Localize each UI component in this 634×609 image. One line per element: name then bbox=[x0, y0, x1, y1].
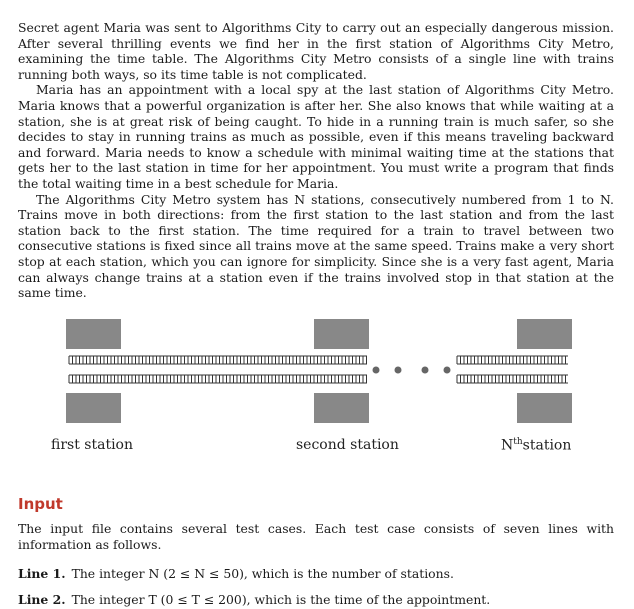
label-nth-station bbox=[501, 437, 571, 454]
paragraph-2: Maria has an appointment with a local spy at the last station of Algorithms City Metro. Maria knows that a powerful organization is after her. She also knows that while waiting at a station, she is at great risk of being caught. To hide in a running train is much safer, so she decides to stay in running trains as much as possible, even if this means traveling backward and forward. Maria needs to know a schedule with minimal waiting time at the stations that gets her to the last station in time for her appointment. You must write a program that finds the total waiting time in a best schedule for Maria. bbox=[18, 82, 614, 191]
ellipsis-dot-4 bbox=[444, 367, 451, 374]
track-lower-right bbox=[457, 375, 568, 383]
ellipsis-dot-1 bbox=[373, 367, 380, 374]
paragraph-3: The Algorithms City Metro system has N stations, consecutively numbered from 1 to N. Trains move in both directions: from the first station to the last station and from the last station back to the first station. The time required for a train to travel between two consecutive stations is fixed since all trains move at the same speed. Trains make a very short stop at each station, which you can ignore for simplicity. Since she is a very fast agent, Maria can always change trains at a station even if the trains involved stop in that station at the same time. bbox=[18, 191, 614, 301]
platform-bottom-2 bbox=[314, 393, 369, 423]
label-first-station: first station bbox=[51, 437, 133, 453]
input-line-2-text: The integer T (0 ≤ T ≤ 200), which is the time of the appointment. bbox=[71, 592, 491, 607]
problem-statement bbox=[18, 20, 614, 301]
track-upper-right bbox=[457, 356, 568, 364]
ellipsis-dot-3 bbox=[422, 367, 429, 374]
track-upper-left bbox=[69, 356, 367, 364]
input-line-1-label: Line 1. bbox=[18, 566, 66, 581]
label-second-station: second station bbox=[296, 437, 399, 453]
platform-bottom-n bbox=[517, 393, 572, 423]
platform-bottom-1 bbox=[66, 393, 121, 423]
label-nth-n: N bbox=[501, 437, 514, 454]
paragraph-1: Secret agent Maria was sent to Algorithms City to carry out an especially dangerous mission. After several thrilling events we find her in the first station of Algorithms City Metro, examining the time table. The Algorithms City Metro consists of a single line with trains running both ways, so its time table is not complicated. bbox=[18, 20, 614, 82]
input-heading: Input bbox=[18, 495, 63, 513]
track-lower-left bbox=[69, 375, 367, 383]
label-nth-suffix: station bbox=[522, 437, 572, 454]
input-line-2 bbox=[18, 592, 490, 608]
input-line-2-label: Line 2. bbox=[18, 592, 66, 607]
ellipsis-dot-2 bbox=[395, 367, 402, 374]
input-intro: The input file contains several test cases. Each test case consists of seven lines with information as follows. bbox=[18, 521, 614, 552]
input-line-1-text: The integer N (2 ≤ N ≤ 50), which is the number of stations. bbox=[71, 566, 454, 581]
platform-top-2 bbox=[314, 319, 369, 349]
tracks bbox=[69, 356, 568, 383]
label-nth-sup: th bbox=[513, 437, 523, 447]
platform-top-n bbox=[517, 319, 572, 349]
platform-top-1 bbox=[66, 319, 121, 349]
input-line-1 bbox=[18, 566, 454, 582]
metro-diagram-svg bbox=[0, 295, 634, 435]
